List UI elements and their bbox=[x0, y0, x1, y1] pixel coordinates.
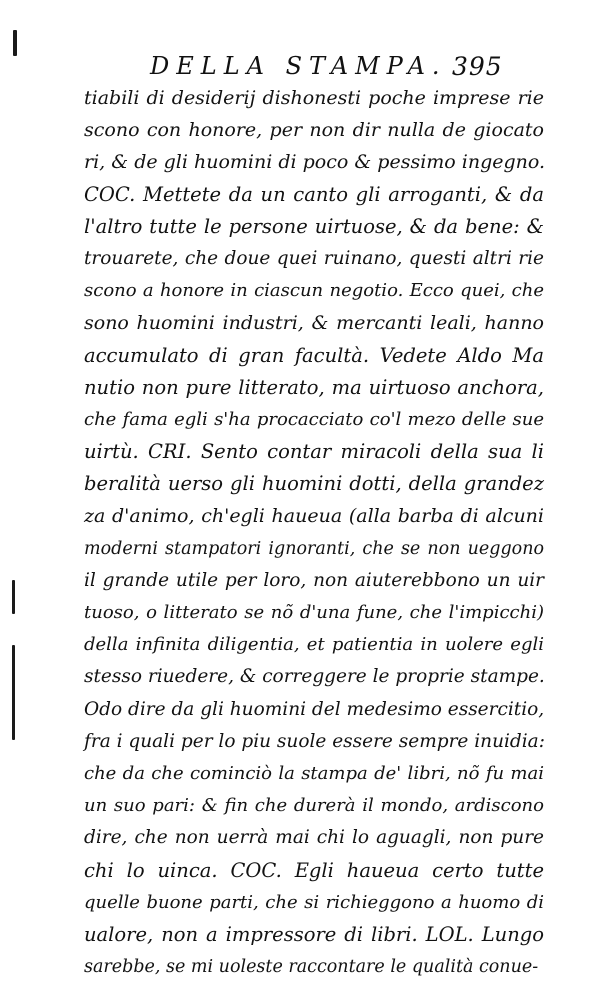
text-line: ri, & de gli huomini di poco & pessimo ingegno. bbox=[84, 151, 546, 174]
text-line: scono a honore in ciascun negotio. Ecco quei, che bbox=[84, 280, 544, 302]
text-line: Odo dire da gli huomini del medesimo essercitio, bbox=[84, 698, 545, 720]
text-line: tuoso, o litterato se nõ d'una fune, che l'impicchi) bbox=[84, 602, 544, 623]
text-line: fra i quali per lo piu suole essere sempre inuidia: bbox=[84, 730, 545, 752]
page-number: 395 bbox=[452, 52, 503, 81]
binding-edge-mark bbox=[12, 580, 15, 614]
running-head: DELLA STAMPA. bbox=[150, 52, 447, 80]
text-line: il grande utile per loro, non aiuterebbono un uir bbox=[84, 569, 544, 591]
text-line: che fama egli s'ha procacciato co'l mezo delle sue bbox=[84, 408, 544, 430]
text-line: COC. Mettete da un canto gli arroganti, & da bbox=[84, 182, 544, 206]
binding-edge-mark bbox=[12, 645, 15, 740]
text-line: uirtù. CRI. Sento contar miracoli della sua li bbox=[84, 440, 544, 464]
text-line: della infinita diligentia, et patientia in uolere egli bbox=[84, 634, 544, 656]
text-line: tiabili di desiderij dishonesti poche imprese rie bbox=[84, 87, 544, 109]
text-line: stesso riuedere, & correggere le proprie stampe. bbox=[84, 666, 545, 688]
text-line: scono con honore, per non dir nulla de giocato bbox=[84, 119, 544, 142]
text-line: dire, che non uerrà mai chi lo aguagli, non pure bbox=[84, 827, 544, 849]
page-header bbox=[150, 52, 550, 84]
text-line: za d'animo, ch'egli haueua (alla barba di alcuni bbox=[84, 505, 544, 528]
text-line: sono huomini industri, & mercanti leali, hanno bbox=[84, 312, 544, 335]
text-line: l'altro tutte le persone uirtuose, & da bene: & bbox=[84, 214, 544, 238]
text-line: beralità uerso gli huomini dotti, della grandez bbox=[84, 472, 544, 496]
text-line: che da che cominciò la stampa de' libri, nõ fu mai bbox=[84, 762, 544, 784]
text-line: quelle buone parti, che si richieggono a huomo di bbox=[84, 891, 544, 913]
text-line: ualore, non a impressore di libri. LOL. Lungo bbox=[84, 922, 544, 946]
text-line: moderni stampatori ignoranti, che se non ueggono bbox=[84, 538, 544, 559]
text-line: accumulato di gran facultà. Vedete Aldo Ma bbox=[84, 343, 544, 367]
text-line: chi lo uinca. COC. Egli haueua certo tutte bbox=[84, 858, 544, 882]
text-line: sarebbe, se mi uoleste raccontare le qualità conue- bbox=[84, 957, 539, 978]
text-line: trouarete, che doue quei ruinano, questi altri rie bbox=[84, 247, 544, 269]
binding-edge-mark bbox=[13, 30, 17, 56]
text-line: un suo pari: & fin che durerà il mondo, ardiscono bbox=[84, 795, 544, 817]
body-text bbox=[84, 82, 544, 983]
text-line: nutio non pure litterato, ma uirtuoso anchora, bbox=[84, 375, 544, 399]
